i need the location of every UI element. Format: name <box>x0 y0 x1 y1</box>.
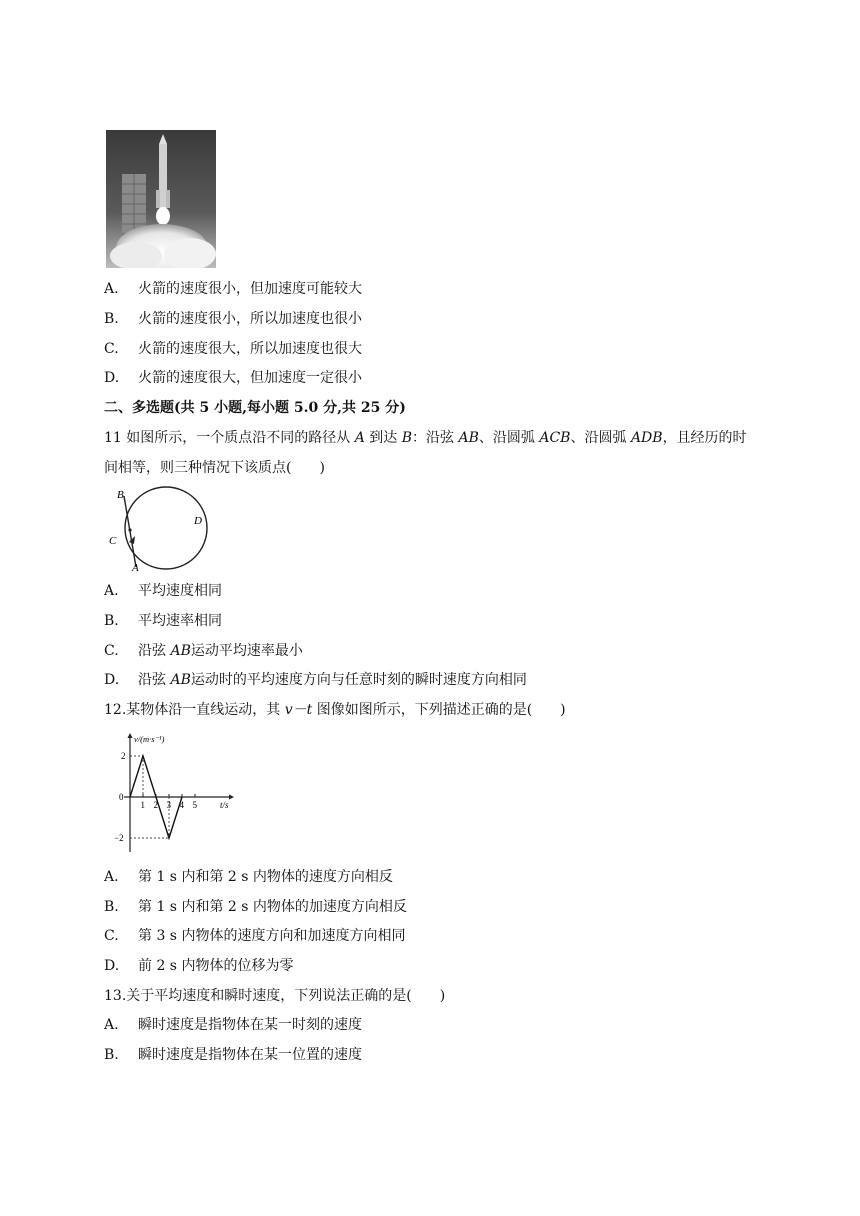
y-axis-arrow <box>128 733 133 738</box>
q12-stem: 12.某物体沿一直线运动，其 v－t 图像如图所示，下列描述正确的是( ) <box>104 702 566 718</box>
q11-option-c: C. 沿弦 AB运动平均速率最小 <box>104 643 303 659</box>
q13-option-b: B. 瞬时速度是指物体在某一位置的速度 <box>104 1047 362 1063</box>
circle-path-diagram <box>104 484 214 572</box>
origin-label: 0 <box>119 792 124 802</box>
vt-graph <box>110 730 240 858</box>
q11-stem-line1: 11 如图所示，一个质点沿不同的路径从 A 到达 B：沿弦 AB、沿圆弧 ACB、沿圆弧 ADB，且经历的时 <box>104 430 747 446</box>
x-tick-label-5: 5 <box>192 800 197 810</box>
y-axis-label: v/(m·s⁻¹) <box>134 734 165 744</box>
q11-stem-line2: 间相等，则三种情况下该质点( ) <box>104 460 325 476</box>
x-tick-label-4: 4 <box>179 800 184 810</box>
q12-option-d: D. 前 2 s 内物体的位移为零 <box>104 958 294 974</box>
x-axis-arrow <box>229 795 234 800</box>
q11-option-a: A. 平均速度相同 <box>104 583 222 599</box>
label-d: D <box>194 515 202 527</box>
q11-option-d: D. 沿弦 AB运动时的平均速度方向与任意时刻的瞬时速度方向相同 <box>104 672 527 688</box>
q13-option-a: A. 瞬时速度是指物体在某一时刻的速度 <box>104 1017 362 1033</box>
x-tick-label-3: 3 <box>166 800 171 810</box>
q11-option-b: B. 平均速率相同 <box>104 613 222 629</box>
circle-arc <box>125 487 207 569</box>
x-tick-label-1: 1 <box>140 800 145 810</box>
section-heading: 二、多选题(共 5 小题,每小题 5.0 分,共 25 分) <box>104 400 406 416</box>
label-a: A <box>132 562 139 572</box>
q13-stem: 13.关于平均速度和瞬时速度，下列说法正确的是( ) <box>104 988 446 1004</box>
arc-arrow <box>129 536 135 544</box>
q12-option-c: C. 第 3 s 内物体的速度方向和加速度方向相同 <box>104 928 406 944</box>
x-tick-label-2: 2 <box>153 800 158 810</box>
q10-option-a: A. 火箭的速度很小，但加速度可能较大 <box>104 281 362 297</box>
x-axis-label: t/s <box>220 800 229 810</box>
y-tick-label-2: 2 <box>121 751 126 761</box>
chord-midpoint <box>128 528 131 531</box>
q10-option-c: C. 火箭的速度很大，所以加速度也很大 <box>104 341 362 357</box>
label-c: C <box>109 535 117 547</box>
q10-option-d: D. 火箭的速度很大，但加速度一定很小 <box>104 370 362 386</box>
q12-option-a: A. 第 1 s 内和第 2 s 内物体的速度方向相反 <box>104 869 393 885</box>
q10-option-b: B. 火箭的速度很小，所以加速度也很小 <box>104 311 362 327</box>
rocket-launch-photo <box>106 130 216 268</box>
q12-option-b: B. 第 1 s 内和第 2 s 内物体的加速度方向相反 <box>104 899 407 915</box>
y-tick-label--2: −2 <box>114 833 124 843</box>
label-b: B <box>117 489 124 501</box>
